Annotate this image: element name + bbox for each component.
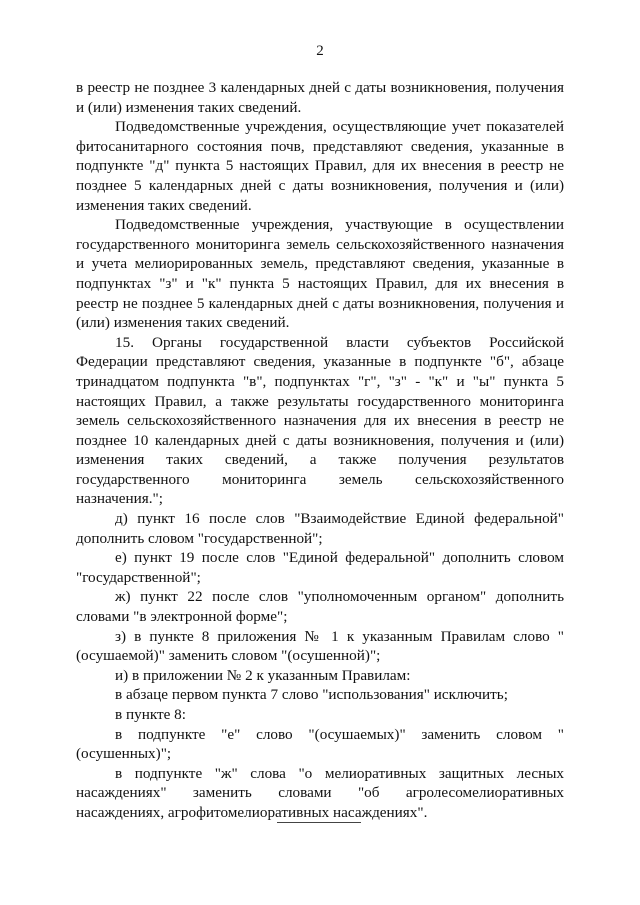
paragraph-subitem-e: в подпункте "е" слово "(осушаемых)" заменить словом "(осушенных)"; xyxy=(76,725,564,763)
paragraph-reestr-continuation: в реестр не позднее 3 календарных дней с даты возникновения, получения и (или) изменения таких сведений. xyxy=(76,79,564,116)
paragraph-punkt-8: в пункте 8: xyxy=(115,706,186,723)
paragraph-fitosanitary: Подведомственные учреждения, осуществляющие учет показателей фитосанитарного состояния почв, представляют сведения, указанные в подпункте "д" пункта 5 настоящих Правил, для их внесения в реестр не позднее 5 календарных дней с даты возникновения, получения и (или) изменения таких сведений. xyxy=(76,118,564,214)
paragraph-item-15: 15. Органы государственной власти субъектов Российской Федерации представляют сведения, указанные в подпункте "б", абзаце тринадцатом подпункта "в", подпунктах "г", "з" - "к" и "ы" пункта 5 настоящих Правил, а также результаты государственного мониторинга земель сельскохозяйственного назначения для их внесения в реестр не позднее 10 календарных дней с даты возникновения, получения и (или) изменения таких сведений, а также получения результатов государственного мониторинга земель сельскохозяйственного назначения."; xyxy=(76,333,564,508)
paragraph-item-zh: ж) пункт 22 после слов "уполномоченным органом" дополнить словами "в электронной форме"; xyxy=(76,588,564,626)
paragraph-item-e: е) пункт 19 после слов "Единой федеральной" дополнить словом "государственной"; xyxy=(76,549,564,586)
paragraph-item-d: д) пункт 16 после слов "Взаимодействие Единой федеральной" дополнить словом "государственной"; xyxy=(76,510,564,547)
paragraph-item-z: з) в пункте 8 приложения № 1 к указанным Правилам слово "(осушаемой)" заменить словом "(осушенной)"; xyxy=(76,627,564,665)
document-body xyxy=(76,78,564,823)
paragraph-item-i: и) в приложении № 2 к указанным Правилам: xyxy=(115,666,411,684)
footer-divider xyxy=(277,822,361,823)
paragraph-monitoring: Подведомственные учреждения, участвующие в осуществлении государственного мониторинга земель сельскохозяйственного назначения и учета мелиорированных земель, представляют сведения, указанные в подпунктах "з" и "к" пункта 5 настоящих Правил, для их внесения в реестр не позднее 5 календарных дней с даты возникновения, получения и (или) изменения таких сведений. xyxy=(76,216,564,332)
paragraph-subitem-zh: в подпункте "ж" слова "о мелиоративных защитных лесных насаждениях" заменить словами "об агролесомелиоративных насаждениях, агрофитомелиоративных насаждениях". xyxy=(76,764,564,821)
paragraph-abzac-7: в абзаце первом пункта 7 слово "использования" исключить; xyxy=(115,686,508,704)
page-number: 2 xyxy=(316,43,324,59)
